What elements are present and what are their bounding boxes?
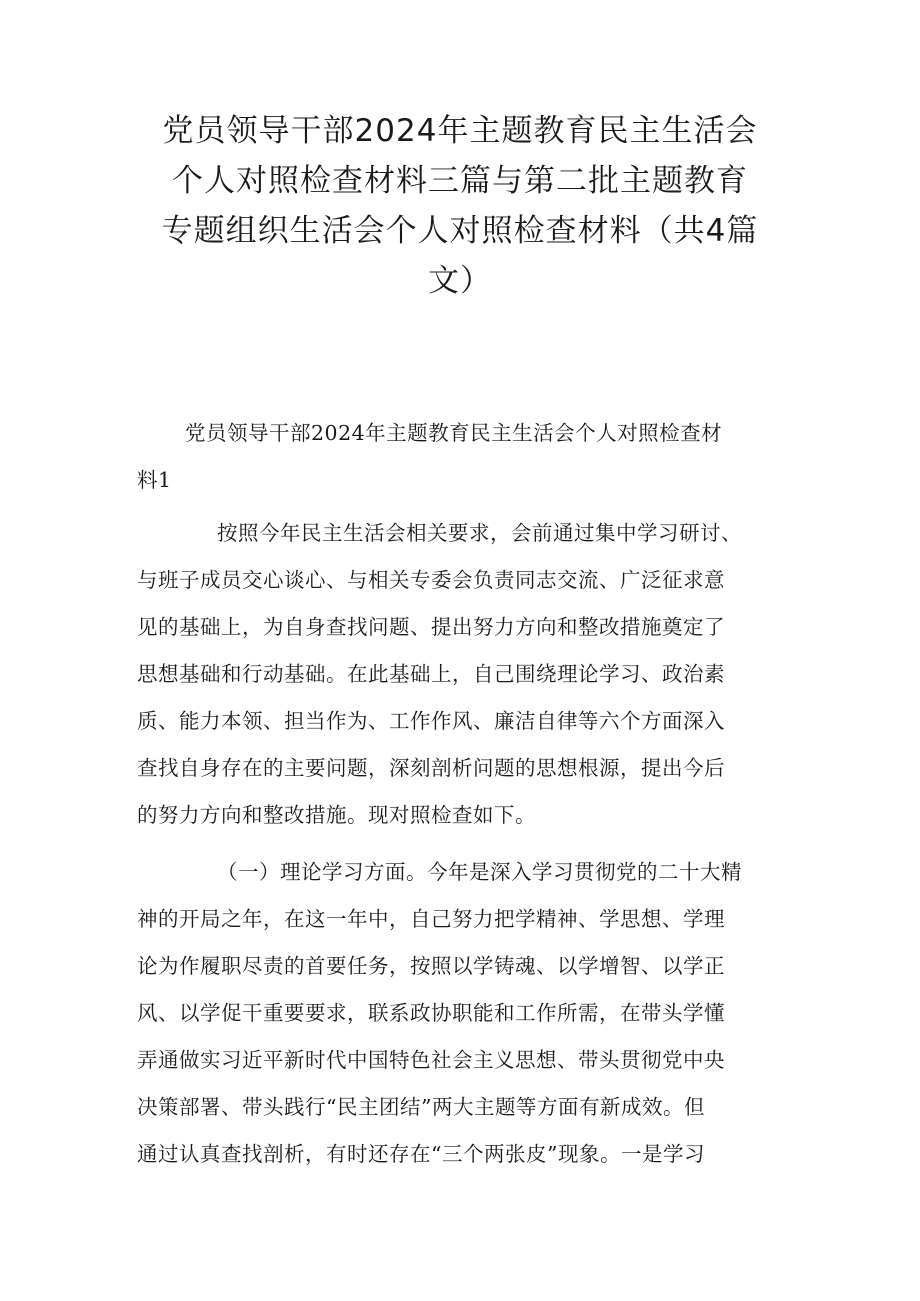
title-line: 文）	[428, 263, 492, 299]
document-title	[130, 106, 790, 306]
text-line: 思想基础和行动基础。在此基础上，自己围绕理论学习、政治素	[137, 662, 725, 686]
text-line: 弄通做实习近平新时代中国特色社会主义思想、带头贯彻党中央	[137, 1048, 725, 1072]
intro-paragraph	[137, 510, 789, 839]
text-line: 神的开局之年，在这一年中，自己努力把学精神、学思想、学理	[137, 907, 725, 931]
section-heading	[137, 410, 789, 504]
theory-study-paragraph	[137, 849, 789, 1178]
text-line: 决策部署、带头践行“民主团结”两大主题等方面有新成效。但	[137, 1095, 705, 1119]
text-line: 质、能力本领、担当作为、工作作风、廉洁自律等六个方面深入	[137, 709, 725, 733]
title-line: 党员领导干部2024年主题教育民主生活会	[162, 113, 758, 149]
text-line: 的努力方向和整改措施。现对照检查如下。	[137, 803, 536, 827]
spacer	[137, 839, 789, 849]
text-line: 见的基础上，为自身查找问题、提出努力方向和整改措施奠定了	[137, 615, 725, 639]
text-line: 与班子成员交心谈心、与相关专委会负责同志交流、广泛征求意	[137, 568, 725, 592]
text-line: 料1	[137, 468, 172, 492]
text-line: 论为作履职尽责的首要任务，按照以学铸魂、以学增智、以学正	[137, 954, 725, 978]
text-line: 党员领导干部2024年主题教育民主生活会个人对照检查材	[185, 421, 723, 445]
text-line: （一）理论学习方面。今年是深入学习贯彻党的二十大精	[217, 860, 742, 884]
text-line: 通过认真查找剖析，有时还存在“三个两张皮”现象。一是学习	[137, 1142, 705, 1166]
title-line: 个人对照检查材料三篇与第二批主题教育	[172, 163, 748, 199]
title-line: 专题组织生活会个人对照检查材料（共4篇	[161, 213, 759, 249]
text-line: 风、以学促干重要要求，联系政协职能和工作所需，在带头学懂	[137, 1001, 725, 1025]
text-line: 按照今年民主生活会相关要求，会前通过集中学习研讨、	[217, 521, 742, 545]
text-line: 查找自身存在的主要问题，深刻剖析问题的思想根源，提出今后	[137, 756, 725, 780]
document-body	[137, 410, 789, 1178]
